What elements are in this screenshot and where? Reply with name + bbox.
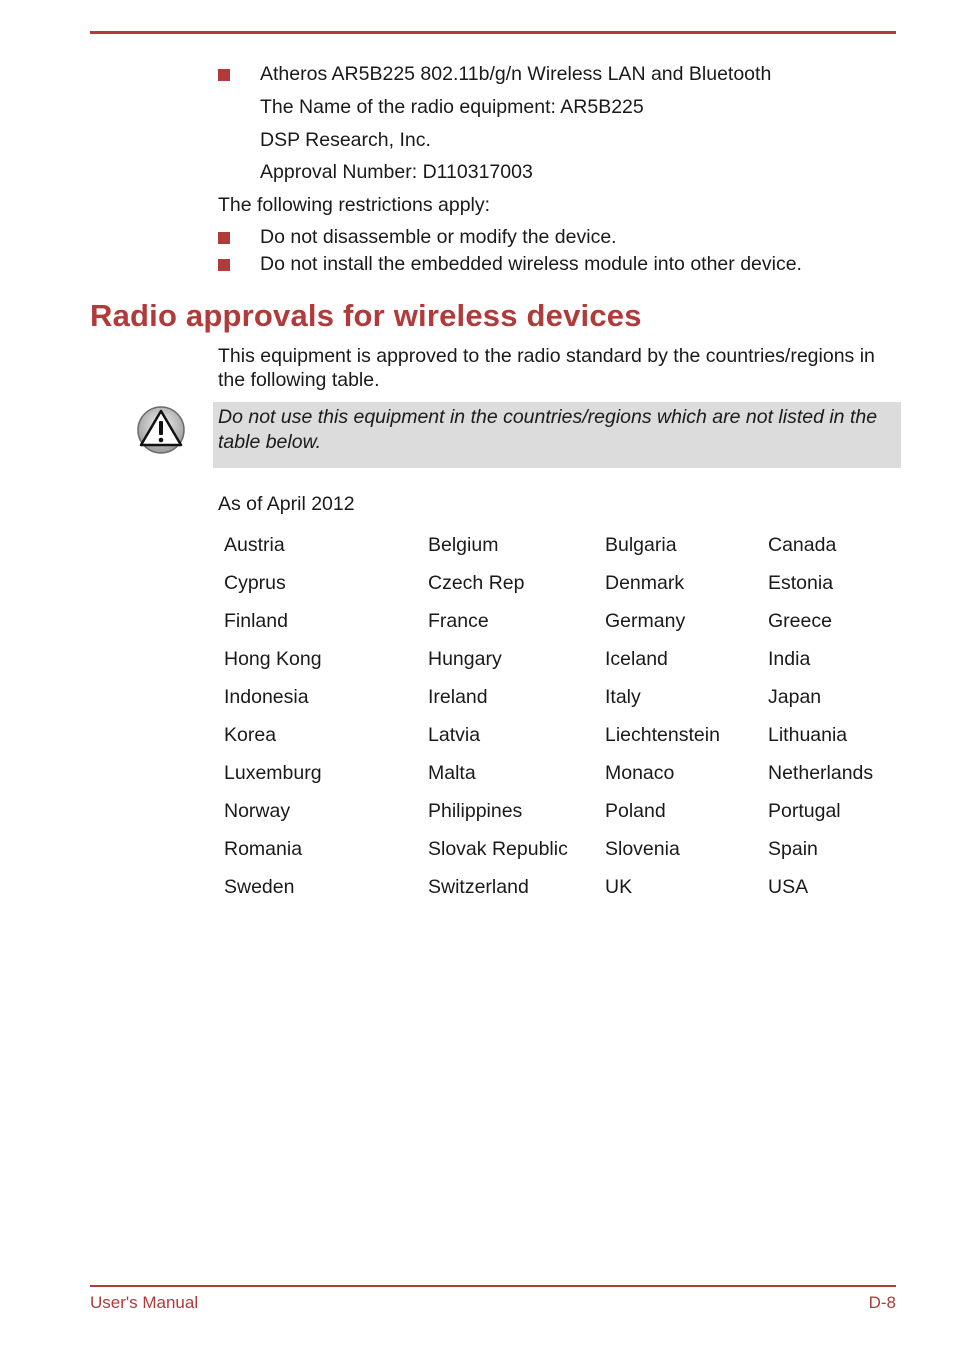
country-cell: Canada [768,533,837,556]
country-cell: Monaco [605,761,675,784]
table-row [218,526,898,564]
header-rule [90,31,896,34]
restrictions-intro: The following restrictions apply: [218,194,491,216]
country-cell: Spain [768,837,818,860]
country-cell: Luxemburg [224,761,322,784]
intro-paragraph: This equipment is approved to the radio standard by the countries/regions in the following table. [218,345,875,391]
country-cell: Austria [224,533,285,556]
country-cell: Romania [224,837,303,860]
country-cell: Czech Rep [428,571,525,594]
country-cell: Hong Kong [224,647,322,670]
country-cell: Korea [224,723,277,746]
footer-page-number: D-8 [868,1293,896,1312]
country-cell: Finland [224,609,288,632]
equipment-detail: The Name of the radio equipment: AR5B225 [260,96,644,118]
list-item [218,224,802,251]
country-cell: Iceland [605,647,668,670]
table-row [218,564,898,602]
country-cell: Germany [605,609,686,632]
table-row [218,754,898,792]
country-cell: Netherlands [768,761,874,784]
table-row [218,792,898,830]
country-cell: Ireland [428,685,488,708]
equipment-detail: Approval Number: D110317003 [260,161,533,183]
equipment-list [218,61,771,189]
bullet-square-icon [218,259,230,271]
table-row [218,602,898,640]
country-cell: Greece [768,609,832,632]
country-cell: Norway [224,799,291,822]
country-cell: Liechtenstein [605,723,720,746]
countries-table [218,526,898,906]
country-cell: Sweden [224,875,295,898]
country-cell: Philippines [428,799,523,822]
country-cell: Italy [605,685,641,708]
country-cell: Hungary [428,647,502,670]
country-cell: Malta [428,761,476,784]
country-cell: India [768,647,811,670]
table-row [218,830,898,868]
country-cell: Denmark [605,571,685,594]
table-row [218,678,898,716]
warning-box [213,402,901,468]
footer-rule [90,1285,896,1287]
footer-manual-label: User's Manual [90,1293,199,1312]
country-cell: Estonia [768,571,834,594]
country-cell: Bulgaria [605,533,677,556]
country-cell: Slovak Republic [428,837,568,860]
table-row [218,868,898,906]
warning-text: Do not use this equipment in the countries/regions which are not listed in the table below. [218,406,878,453]
equipment-detail: DSP Research, Inc. [260,128,431,151]
restriction-text: Do not install the embedded wireless module into other device. [260,253,802,275]
restrictions-list [218,224,802,278]
list-item [218,61,771,189]
country-cell: Indonesia [224,685,309,708]
country-cell: Latvia [428,723,481,746]
table-row [218,640,898,678]
country-cell: Lithuania [768,723,848,746]
section-title: Radio approvals for wireless devices [90,298,642,333]
country-cell: Japan [768,685,822,708]
equipment-name: Atheros AR5B225 802.11b/g/n Wireless LAN and Bluetooth [260,63,772,85]
country-cell: Slovenia [605,837,680,860]
restriction-text: Do not disassemble or modify the device. [260,226,617,248]
country-cell: USA [768,875,809,898]
country-cell: UK [605,875,633,898]
country-cell: Poland [605,799,666,822]
country-cell: Cyprus [224,571,286,594]
country-cell: France [428,609,489,632]
table-row [218,716,898,754]
country-cell: Switzerland [428,875,529,898]
country-cell: Belgium [428,533,499,556]
country-cell: Portugal [768,799,841,822]
list-item [218,251,802,278]
bullet-square-icon [218,69,230,81]
warning-triangle-icon [136,405,186,455]
bullet-square-icon [218,232,230,244]
as-of-date: As of April 2012 [218,493,355,515]
